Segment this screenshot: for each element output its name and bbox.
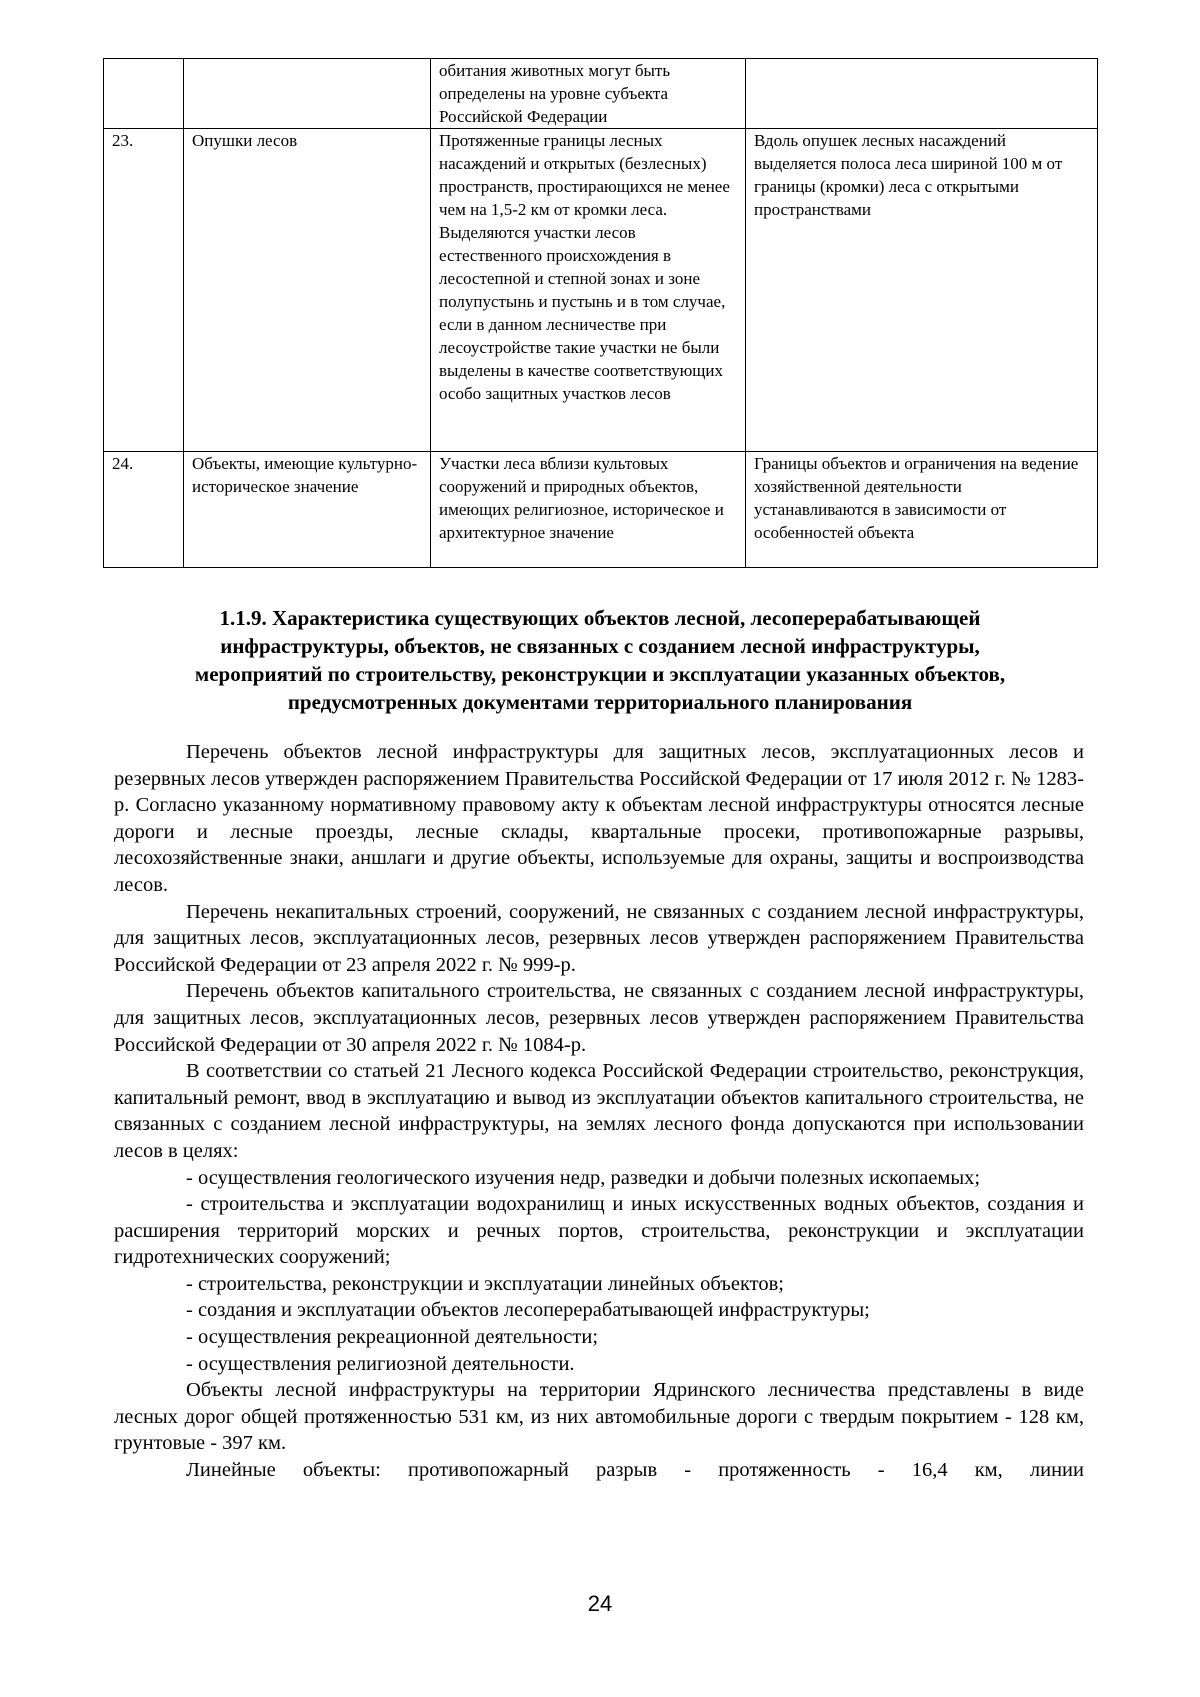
section-heading (110, 604, 1090, 716)
row-number-cell: 23. (104, 129, 184, 452)
object-name-cell: Объекты, имеющие культурно-историческое значение (184, 452, 431, 568)
table-row (104, 59, 1098, 129)
heading-line: мероприятий по строительству, реконструкции и эксплуатации указанных объектов, (194, 662, 1006, 686)
object-name-cell (184, 59, 431, 129)
object-name-cell: Опушки лесов (184, 129, 431, 452)
list-item: - строительства и эксплуатации водохранилищ и иных искусственных водных объектов, создания и расширения территорий морских и речных портов, строительства, реконструкции и эксплуатации гидротехнических сооружений; (114, 1193, 1084, 1269)
table-row (104, 452, 1098, 568)
paragraph: Перечень объектов капитального строительства, не связанных с созданием лесной инфраструктуры, для защитных лесов, эксплуатационных лесов, резервных лесов утвержден распоряжением Правительства Российской Федерации от 30 апреля 2022 г. № 1084-р. (114, 980, 1084, 1056)
forest-areas-table (103, 58, 1098, 568)
regime-cell (746, 59, 1098, 129)
list-item: - строительства, реконструкции и эксплуатации линейных объектов; (186, 1272, 784, 1295)
heading-line: 1.1.9. Характеристика существующих объектов лесной, лесоперерабатывающей (219, 606, 981, 630)
heading-line: инфраструктуры, объектов, не связанных с созданием лесной инфраструктуры, (220, 634, 980, 658)
list-item: - создания и эксплуатации объектов лесоперерабатывающей инфраструктуры; (186, 1299, 870, 1322)
paragraph: Перечень объектов лесной инфраструктуры для защитных лесов, эксплуатационных лесов и резервных лесов утвержден распоряжением Правительства Российской Федерации от 17 июля 2012 г. № 1283-р. Согласно указанному нормативному правовому акту к объектам лесной инфраструктуры относятся лесные дороги и лесные проезды, лесные склады, квартальные просеки, противопожарные разрывы, лесохозяйственные знаки, аншлаги и другие объекты, используемые для охраны, защиты и воспроизводства лесов. (114, 741, 1084, 896)
description-cell: Участки леса вблизи культовых сооружений и природных объектов, имеющих религиозное, историческое и архитектурное значение (431, 452, 746, 568)
heading-line: предусмотренных документами территориального планирования (287, 690, 913, 714)
paragraph: Линейные объекты: противопожарный разрыв - протяженность - 16,4 км, линии (186, 1459, 1084, 1482)
description-cell: Протяженные границы лесных насаждений и открытых (безлесных) пространств, простирающихся не менее чем на 1,5-2 км от кромки леса. Выделяются участки лесов естественного происхождения в лесостепной и степной зонах и зоне полупустынь и пустынь и в том случае, если в данном лесничестве при лесоустройстве такие участки не были выделены в качестве соответствующих особо защитных участков лесов (431, 129, 746, 452)
page-number: 24 (587, 1591, 613, 1616)
list-item: - осуществления рекреационной деятельности; (186, 1326, 599, 1349)
description-cell: обитания животных могут быть определены на уровне субъекта Российской Федерации (431, 59, 746, 129)
paragraph: Перечень некапитальных строений, сооружений, не связанных с созданием лесной инфраструктуры, для защитных лесов, эксплуатационных лесов, резервных лесов утвержден распоряжением Правительства Российской Федерации от 23 апреля 2022 г. № 999-р. (114, 900, 1084, 976)
list-item: - осуществления религиозной деятельности. (186, 1352, 575, 1375)
paragraph: Объекты лесной инфраструктуры на территории Ядринского лесничества представлены в виде лесных дорог общей протяженностью 531 км, из них автомобильные дороги с твердым покрытием - 128 км, грунтовые - 397 км. (114, 1379, 1084, 1455)
row-number-cell: 24. (104, 452, 184, 568)
table-row (104, 129, 1098, 452)
row-number-cell (104, 59, 184, 129)
regime-cell: Границы объектов и ограничения на ведение хозяйственной деятельности устанавливаются в зависимости от особенностей объекта (746, 452, 1098, 568)
list-item: - осуществления геологического изучения недр, разведки и добычи полезных ископаемых; (186, 1166, 981, 1189)
section-body (114, 739, 1084, 1484)
regime-cell: Вдоль опушек лесных насаждений выделяется полоса леса шириной 100 м от границы (кромки) леса с открытыми пространствами (746, 129, 1098, 452)
paragraph: В соответствии со статьей 21 Лесного кодекса Российской Федерации строительство, реконструкция, капитальный ремонт, ввод в эксплуатацию и вывод из эксплуатации объектов капитального строительства, не связанных с созданием лесной инфраструктуры, на землях лесного фонда допускаются при использовании лесов в целях: (114, 1060, 1084, 1162)
